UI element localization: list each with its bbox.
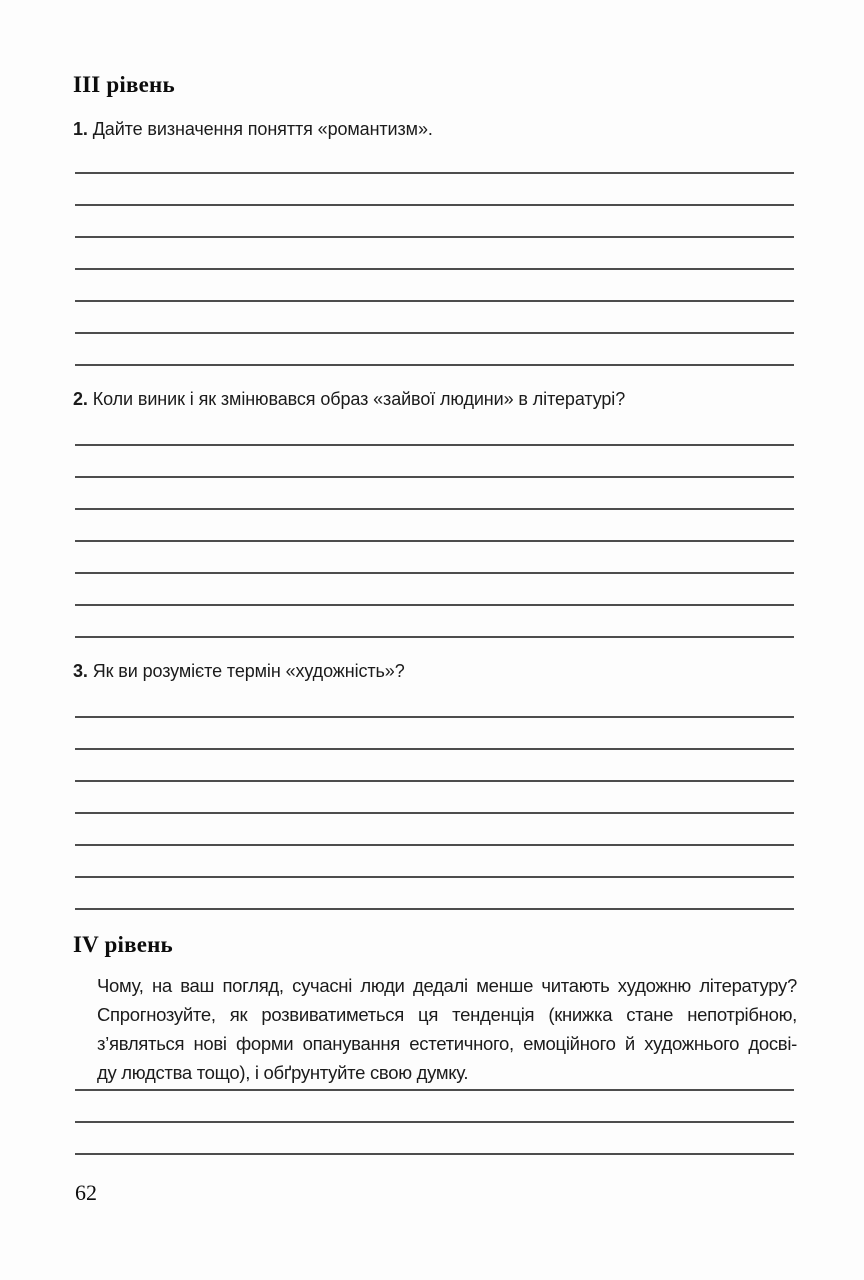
level-4-prompt [97, 971, 797, 1087]
answer-lines-question-1 [75, 172, 794, 366]
answer-line [75, 604, 794, 606]
question-2-text: Коли виник і як змінювався образ «зайвої людини» в літературі? [92, 389, 626, 409]
prompt-line-3: з’являться нові форми опанування естетичного, емоційного й художнього досві- [97, 1033, 797, 1054]
answer-line [75, 172, 794, 174]
answer-line [75, 268, 794, 270]
answer-line [75, 236, 794, 238]
section-heading-level-3: III рівень [73, 72, 175, 97]
answer-line [75, 572, 794, 574]
answer-lines-level-4 [75, 1089, 794, 1155]
answer-line [75, 876, 794, 878]
answer-line [75, 780, 794, 782]
question-1 [73, 118, 797, 140]
answer-line [75, 1121, 794, 1123]
answer-line [75, 1089, 794, 1091]
section-heading-level-4: IV рівень [73, 932, 173, 957]
answer-line [75, 1153, 794, 1155]
answer-line [75, 844, 794, 846]
prompt-line-1: Чому, на ваш погляд, сучасні люди дедалі менше читають художню літературу? [97, 975, 797, 996]
question-3-text: Як ви розумієте термін «художність»? [92, 661, 405, 681]
prompt-line-4: ду людства тощо), і обґрунтуйте свою думку. [97, 1062, 469, 1083]
answer-line [75, 540, 794, 542]
answer-line [75, 748, 794, 750]
answer-line [75, 444, 794, 446]
question-2-number: 2. [73, 389, 88, 409]
answer-line [75, 716, 794, 718]
answer-lines-question-3 [75, 716, 794, 910]
answer-line [75, 476, 794, 478]
question-3-number: 3. [73, 661, 88, 681]
prompt-line-2: Спрогнозуйте, як розвиватиметься ця тенденція (книжка стане непотрібною, [97, 1004, 797, 1025]
page-number: 62 [75, 1180, 97, 1205]
answer-line [75, 332, 794, 334]
answer-line [75, 908, 794, 910]
answer-lines-question-2 [75, 444, 794, 638]
answer-line [75, 812, 794, 814]
answer-line [75, 636, 794, 638]
answer-line [75, 204, 794, 206]
answer-line [75, 364, 794, 366]
answer-line [75, 300, 794, 302]
question-1-number: 1. [73, 119, 88, 139]
question-2 [73, 388, 797, 410]
question-3 [73, 660, 797, 682]
question-1-text: Дайте визначення поняття «романтизм». [92, 119, 433, 139]
answer-line [75, 508, 794, 510]
